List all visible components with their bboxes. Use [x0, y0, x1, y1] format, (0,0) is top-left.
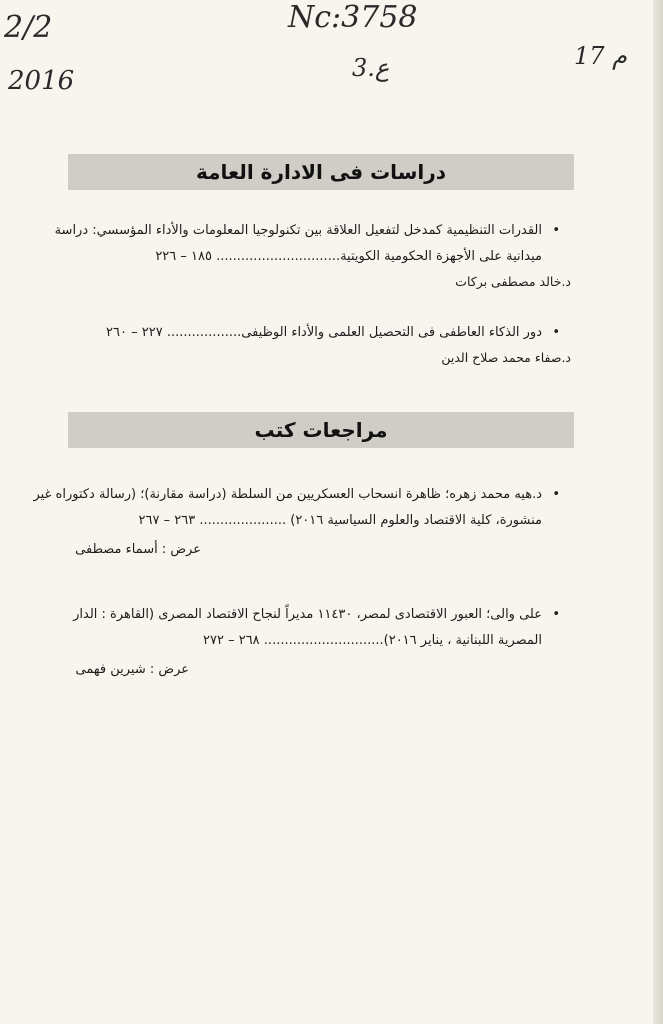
entry-title-line-1: القدرات التنظيمية كمدخل لتفعيل العلاقة بين تكنولوجيا المعلومات والأداء المؤسسي: دراسة [54, 223, 542, 238]
entry-title-line-2: ميدانية على الأجهزة الحكومية الكويتية.............................. ١٨٥ – ٢٢٦ [155, 249, 542, 264]
toc-entry [54, 218, 560, 270]
bullet: • [552, 607, 560, 622]
entry-title-line-1: د.هيه محمد زهره؛ ظاهرة انسحاب العسكريين من السلطة (دراسة مقارنة)؛ (رسالة دكتوراه غير [33, 487, 542, 502]
section-heading-public-administration: دراسات فى الادارة العامة [68, 154, 574, 190]
handwritten-catalog-number: Nc:3758 [288, 0, 418, 35]
entry-reviewer: عرض : شيرين فهمى [75, 662, 189, 677]
entry-author: د.صفاء محمد صلاح الدين [441, 350, 571, 365]
entry-title-line-2: منشورة، كلية الاقتصاد والعلوم السياسية ٢٠١٦) ..................... ٢٦٣ – ٢٦٧ [138, 513, 542, 528]
bullet: • [552, 325, 560, 340]
section-heading-book-reviews: مراجعات كتب [68, 412, 574, 448]
handwritten-volume-number: 17 م [574, 42, 628, 70]
entry-title-line-1: دور الذكاء العاطفى فى التحصيل العلمى والأداء الوظيفى.................. ٢٢٧ – ٢٦٠ [106, 325, 542, 340]
entry-reviewer: عرض : أسماء مصطفى [75, 542, 201, 557]
handwritten-note-year: 2016 [8, 66, 75, 96]
bullet: • [552, 223, 560, 238]
toc-entry [72, 602, 560, 654]
entry-author: د.خالد مصطفى بركات [455, 274, 571, 289]
bullet: • [552, 487, 560, 502]
entry-title-line-2: المصرية اللبنانية ، يناير ٢٠١٦)............................. ٢٦٨ – ٢٧٢ [203, 633, 542, 648]
page-edge [653, 0, 663, 1024]
toc-entry [33, 482, 560, 534]
entry-title-line-1: على والى؛ العبور الاقتصادى لمصر، ١١٤٣٠ مديراً لنجاح الاقتصاد المصرى (القاهرة : الدار [73, 607, 542, 622]
toc-entry [72, 320, 560, 346]
handwritten-issue-number: 3.ع [352, 54, 390, 82]
handwritten-note-date: 2/2 [4, 10, 53, 45]
